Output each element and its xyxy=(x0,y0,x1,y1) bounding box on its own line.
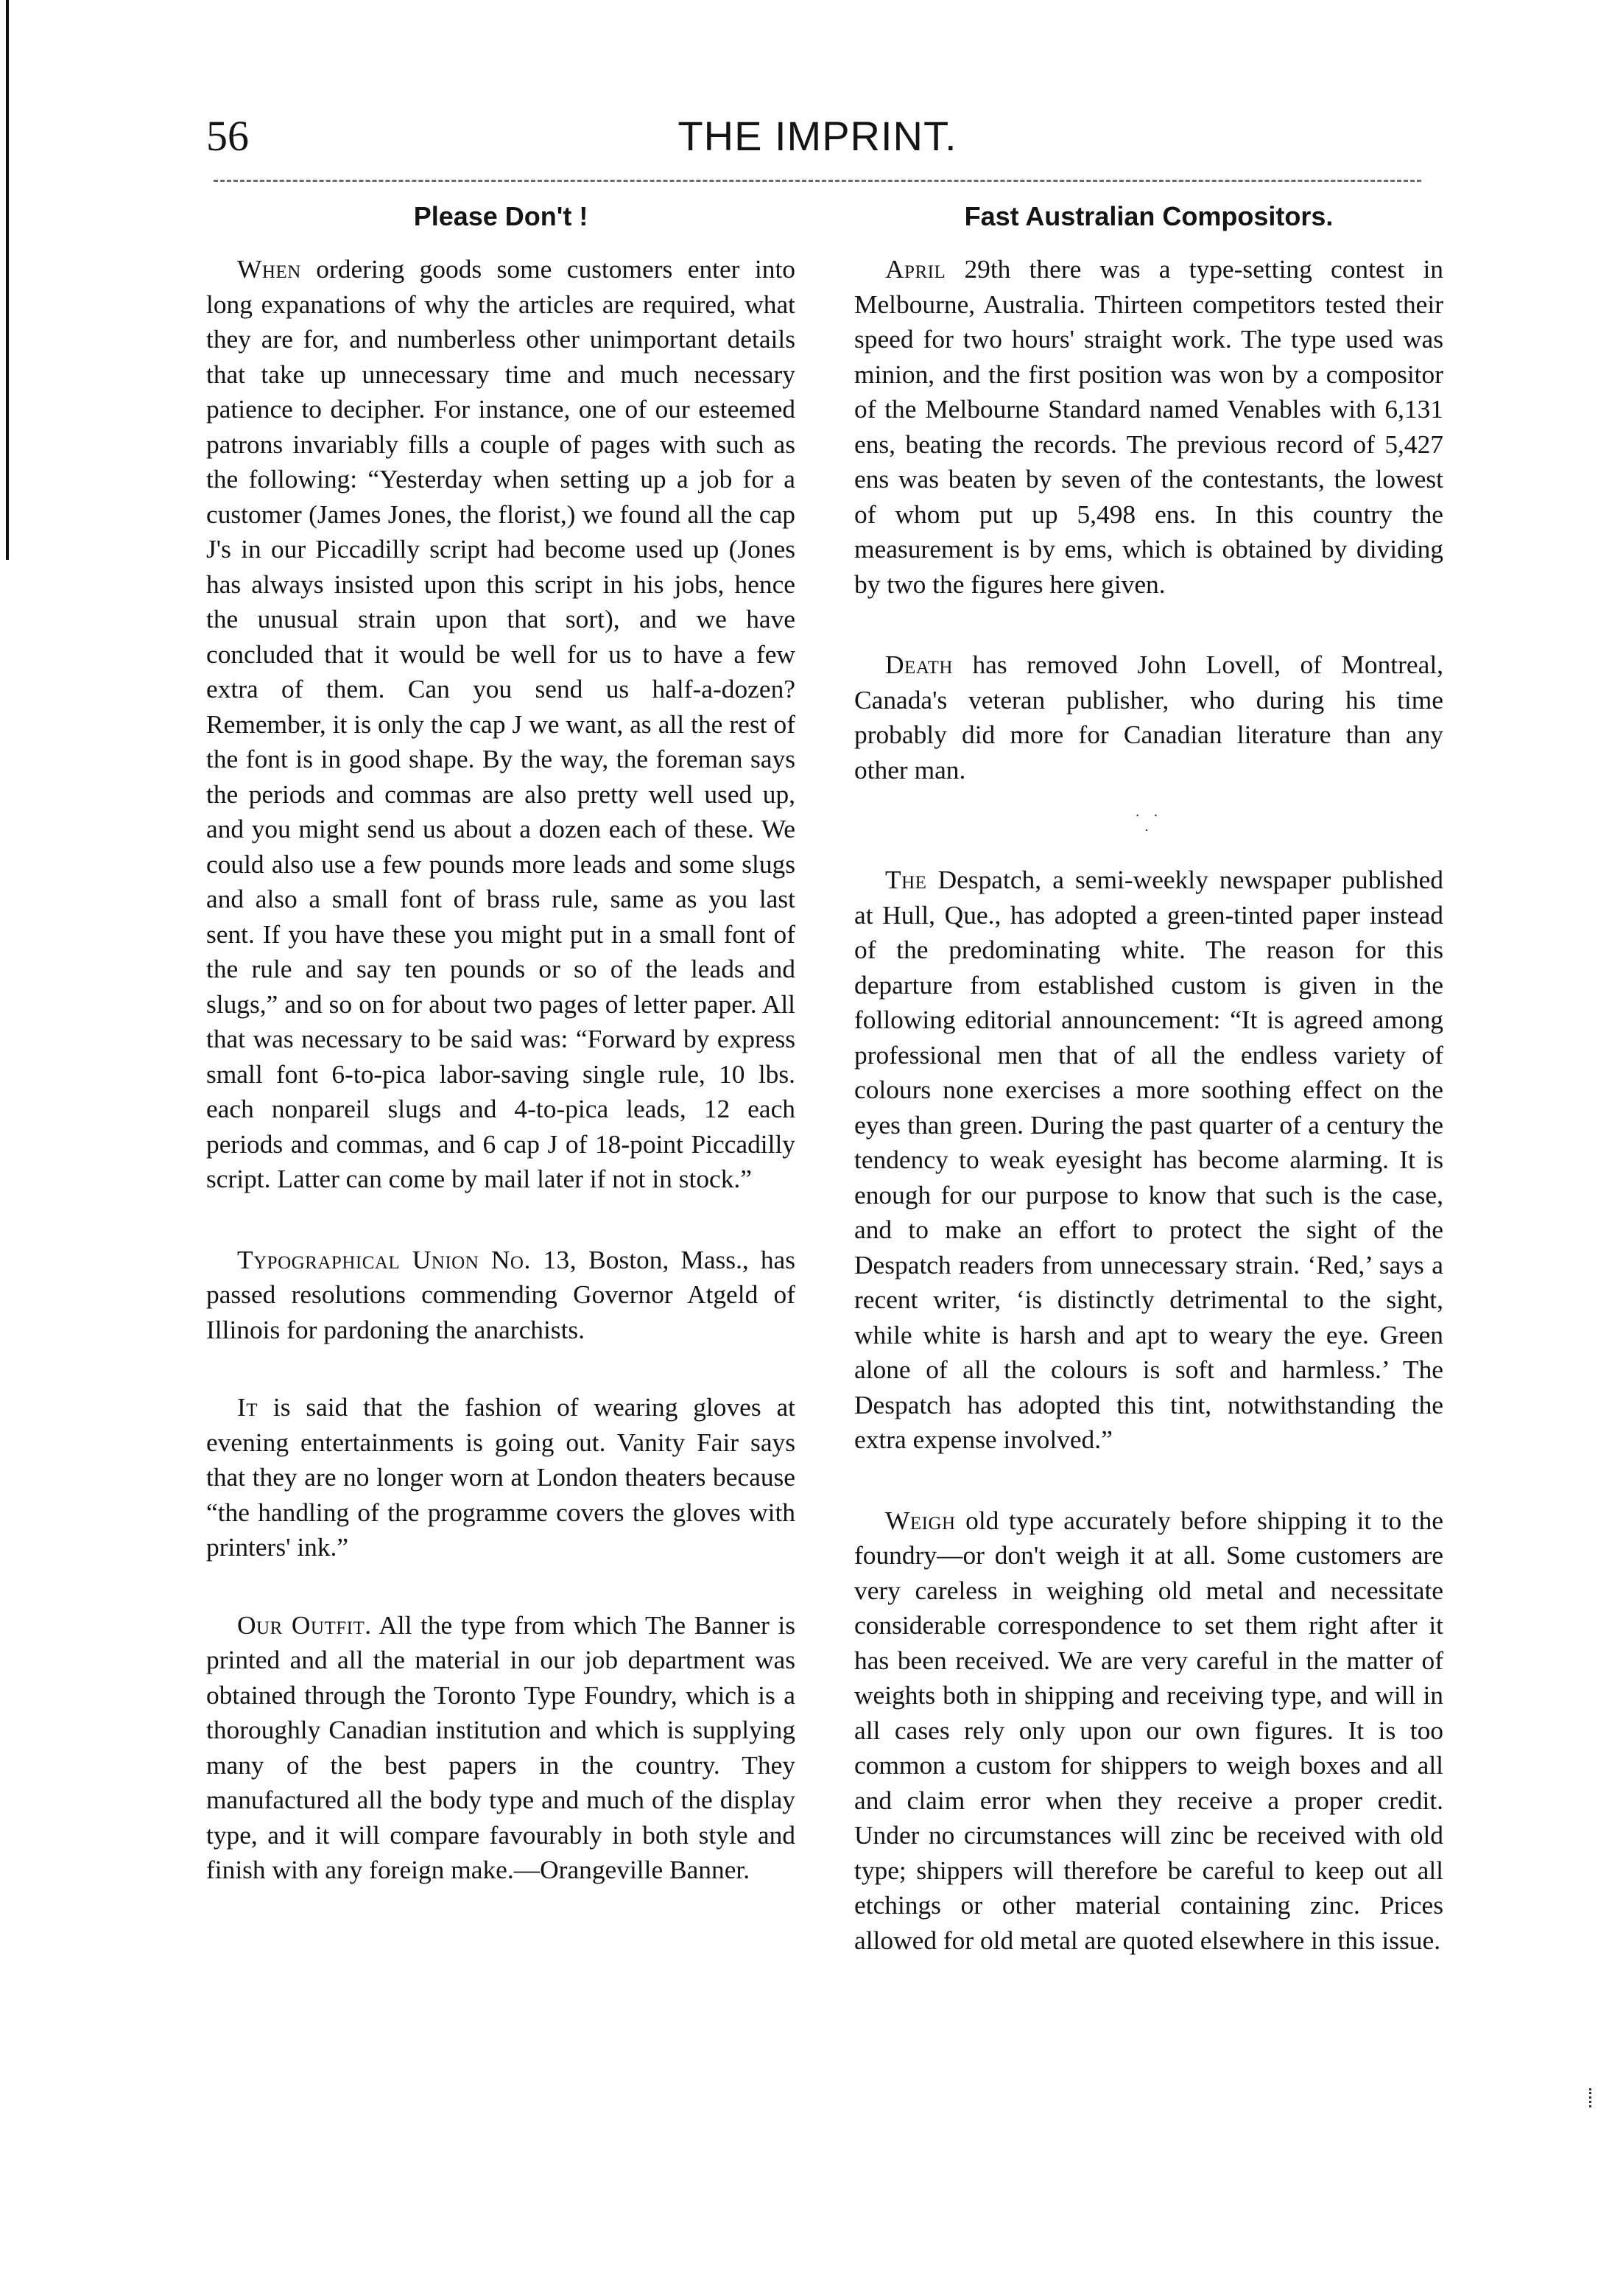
page-header xyxy=(206,110,1429,169)
article-lead: Death xyxy=(885,650,953,679)
article-gap xyxy=(854,602,1443,647)
article-typographical-union xyxy=(206,1243,795,1348)
article-body: has removed John Lovell, of Montreal, Canada's veteran publisher, who during his time probably did more for Canadian literature than any other man. xyxy=(854,650,1443,784)
article-body: Boston, Mass., has passed resolutions commending Governor Atgeld of Illinois for pardoning the anarchists. xyxy=(206,1244,795,1344)
article-fast-compositors xyxy=(854,252,1443,602)
article-gloves xyxy=(206,1390,795,1565)
article-body: old type accurately before shipping it to the foundry—or don't weigh it at all. Some customers are very careless in weighing old metal and necessitate considerable correspondence to set them right after it has been received. We are very careful in the matter of weights both in shipping and receiving type, and will in all cases rely only upon our own figures. It is too common a custom for shippers to weigh boxes and all and claim error when they receive a proper credit. Under no circumstances will zinc be received with old type; shippers will therefore be careful to keep out all etchings or other material containing zinc. Prices allowed for old metal are quoted elsewhere in this issue. xyxy=(854,1505,1443,1955)
article-gap xyxy=(854,1458,1443,1503)
article-lead: Our Outfit. xyxy=(237,1609,372,1640)
margin-mark xyxy=(1589,2088,1594,2107)
left-column-title: Please Don't ! xyxy=(413,201,588,231)
header-rule xyxy=(214,180,1421,182)
article-gap xyxy=(206,1565,795,1608)
left-column xyxy=(206,197,795,1888)
article-body: 29th there was a type-setting contest in Melbourne, Australia. Thirteen competitors tested their speed for two hours' straight work. The type used was minion, and the first position was won by a compositor of the Melbourne Standard named Venables with 6,131 ens, beating the records. The previous record of 5,427 ens was beaten by seven of the contestants, the lowest of whom put up 5,498 ens. In this country the measurement is by ems, which is obtained by dividing by two the figures here given. xyxy=(854,254,1443,599)
page-number: 56 xyxy=(206,112,249,160)
section-separator: . . . xyxy=(1135,802,1163,835)
article-body: is said that the fashion of wearing gloves at evening entertainments is going out. Vanity Fair says that they are no longer worn at London theaters because “the handling of the programme covers the gloves with printers' ink.” xyxy=(206,1392,795,1562)
right-column xyxy=(854,197,1443,1958)
article-lead: The xyxy=(885,865,927,894)
article-our-outfit xyxy=(206,1608,795,1888)
article-gap xyxy=(206,1347,795,1390)
article-lead: Typographical Union No. 13, xyxy=(237,1244,577,1274)
article-body: All the type from which The Banner is printed and all the material in our job department was obtained through the Toronto Type Foundry, which is a thoroughly Canadian institution and which is supplying many of the best papers in the country. They manufactured all the body type and much of the display type, and it will compare favourably in both style and finish with any foreign make.—Orangeville Banner. xyxy=(206,1609,795,1884)
article-body: ordering goods some customers enter into long expanations of why the articles are required, what they are for, and numberless other unimportant details that take up unnecessary time and much necessary patience to decipher. For instance, one of our esteemed patrons invariably fills a couple of pages with such as the following: “Yesterday when setting up a job for a customer (James Jones, the florist,) we found all the cap J's in our Piccadilly script had become used up (Jones has always insisted upon this script in his jobs, hence the unusual strain upon that sort), and we have concluded that it would be well for us to have a few extra of them. Can you send us half-a-dozen? Remember, it is only the cap J we want, as all the rest of the font is in good shape. By the way, the foreman says the periods and commas are also pretty well used up, and you might send us about a dozen each of these. We could also use a few pounds more leads and some slugs and also a small font of brass rule, same as you last sent. If you have these you might put in a small font of the rule and say ten pounds or so of the leads and slugs,” and so on for about two pages of letter paper. All that was necessary to be said was: “Forward by express small font 6-to-pica labor-saving single rule, 10 lbs. each nonpareil slugs and 4-to-pica leads, 12 each periods and commas, and 6 cap J of 18-point Piccadilly script. Latter can come by mail later if not in stock.” xyxy=(206,254,795,1193)
article-please-dont xyxy=(206,252,795,1197)
article-weigh-old-type xyxy=(854,1503,1443,1959)
article-lead: April xyxy=(885,254,946,284)
article-lead: It xyxy=(237,1392,258,1422)
article-lead: When xyxy=(237,254,301,284)
binding-edge-rule xyxy=(6,0,9,560)
article-body: Despatch, a semi-weekly newspaper published at Hull, Que., has adopted a green-tinted paper instead of the predominating white. The reason for this departure from established custom is given in the following editorial announcement: “It is agreed among professional men that of all the endless variety of colours none exercises a more soothing effect on the eyes than green. During the past quarter of a century the tendency to weak eyesight has become alarming. It is enough for our purpose to know that such is the case, and to make an effort to protect the sight of the Despatch readers from unnecessary strain. ‘Red,’ says a recent writer, ‘is distinctly detrimental to the sight, while white is harsh and apt to weary the eye. Green alone of all the colours is soft and harmless.’ The Despatch has adopted this tint, notwithstanding the extra expense involved.” xyxy=(854,865,1443,1454)
running-title: THE IMPRINT. xyxy=(677,113,957,159)
article-despatch xyxy=(854,863,1443,1458)
article-gap xyxy=(206,1197,795,1243)
article-lead: Weigh xyxy=(885,1505,956,1535)
right-column-title: Fast Australian Compositors. xyxy=(964,201,1334,231)
article-john-lovell xyxy=(854,647,1443,787)
